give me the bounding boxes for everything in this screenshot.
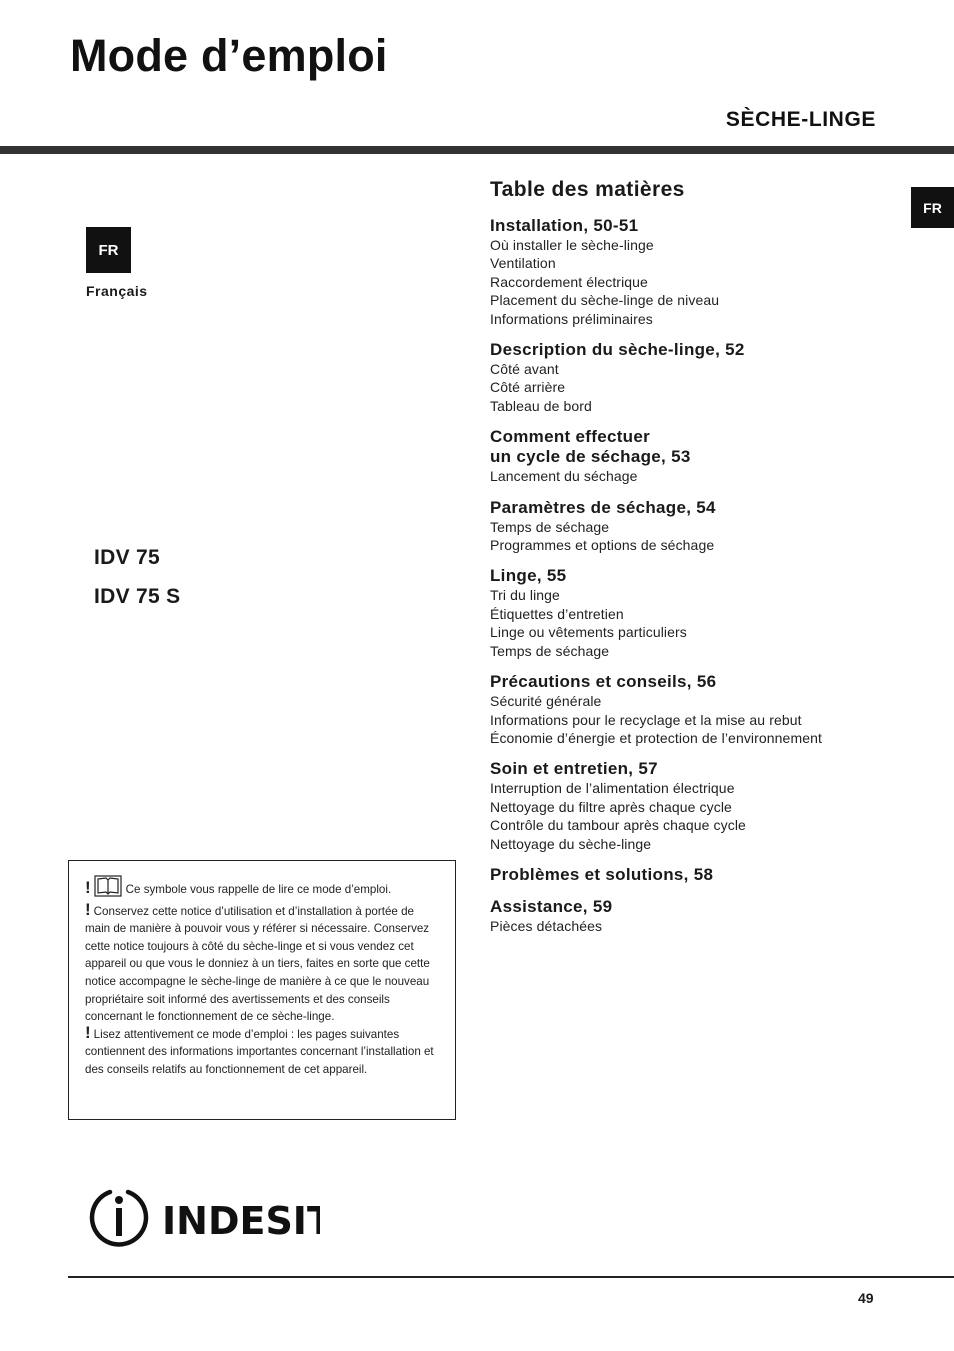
- toc-section: [490, 498, 910, 555]
- toc-section: [490, 427, 910, 485]
- table-of-contents: [490, 178, 910, 947]
- page-title: Mode d’emploi: [70, 30, 388, 81]
- warning-exclamation-icon: !: [85, 878, 91, 897]
- indesit-logo: [88, 1186, 320, 1250]
- notice-text-2: Conservez cette notice d’utilisation et d’installation à portée de main de manière à pouvoir vous y référer si nécessaire. Conservez cette notice toujours à côté du sèche-linge et si vous vendez cet appareil ou que vous le donniez à un tiers, faites en sorte que cette notice accompagne le sèche-linge de manière à ce que le nouveau propriétaire soit informé des avertissements et des conseils concernant le fonctionnement de ce sèche-linge.: [85, 904, 430, 1024]
- toc-sections: [490, 216, 910, 935]
- toc-section-heading: Assistance, 59: [490, 896, 613, 916]
- toc-item: Informations préliminaires: [490, 310, 653, 327]
- toc-item: Pièces détachées: [490, 917, 603, 934]
- notice-text-1: Ce symbole vous rappelle de lire ce mode d’emploi.: [125, 883, 392, 896]
- toc-item: Où installer le sèche-linge: [490, 237, 654, 253]
- notice-paragraph-3: [85, 1022, 439, 1079]
- notice-box: [68, 860, 456, 1120]
- toc-section-heading: Linge, 55: [490, 566, 567, 586]
- toc-section: [490, 897, 910, 935]
- toc-item: Linge ou vêtements particuliers: [490, 624, 687, 641]
- toc-section-heading: Installation, 50-51: [490, 216, 639, 235]
- open-book-icon: [94, 875, 122, 903]
- toc-title: Table des matières: [490, 178, 685, 201]
- toc-item: Côté avant: [490, 361, 559, 378]
- toc-section: [490, 216, 910, 328]
- toc-section-heading: Problèmes et solutions, 58: [490, 864, 714, 884]
- toc-item: Étiquettes d’entretien: [490, 605, 624, 622]
- toc-section-heading: Comment effectuer un cycle de séchage, 53: [490, 427, 691, 467]
- toc-item: Nettoyage du filtre après chaque cycle: [490, 798, 732, 815]
- toc-section: [490, 865, 910, 885]
- toc-section-heading: Précautions et conseils, 56: [490, 672, 717, 692]
- toc-item: Temps de séchage: [490, 642, 610, 659]
- warning-exclamation-icon: !: [85, 899, 91, 919]
- toc-item: Tri du linge: [490, 587, 560, 604]
- toc-item: Informations pour le recyclage et la mise au rebut: [490, 711, 802, 728]
- warning-exclamation-icon: !: [85, 1022, 91, 1042]
- toc-section: [490, 759, 910, 853]
- toc-item: Programmes et options de séchage: [490, 537, 715, 554]
- toc-section: [490, 672, 910, 747]
- logo-text: INDESIT: [162, 1199, 320, 1243]
- toc-item: Temps de séchage: [490, 518, 610, 535]
- model-name-1: IDV 75: [94, 546, 160, 569]
- notice-text-3: Lisez attentivement ce mode d’emploi : les pages suivantes contiennent des informations importantes concernant l’installation et des conseils relatifs au fonctionnement de cet appareil.: [85, 1027, 434, 1076]
- toc-item: Tableau de bord: [490, 397, 592, 414]
- indesit-i-logo-icon: [88, 1186, 320, 1250]
- toc-section-heading: Paramètres de séchage, 54: [490, 497, 716, 517]
- toc-section-heading: Soin et entretien, 57: [490, 759, 658, 779]
- toc-item: Lancement du séchage: [490, 468, 638, 485]
- toc-section: [490, 340, 910, 415]
- footer-rule: [68, 1276, 954, 1278]
- toc-item: Interruption de l’alimentation électrique: [490, 780, 735, 797]
- toc-item: Nettoyage du sèche-linge: [490, 835, 652, 852]
- toc-item: Placement du sèche-linge de niveau: [490, 292, 720, 309]
- toc-section: [490, 566, 910, 660]
- toc-item: Raccordement électrique: [490, 273, 648, 290]
- language-side-tab: FR: [911, 187, 954, 228]
- notice-paragraph-2: [85, 899, 439, 1026]
- language-name: Français: [86, 283, 148, 299]
- toc-item: Sécurité générale: [490, 693, 602, 710]
- toc-item: Contrôle du tambour après chaque cycle: [490, 817, 746, 834]
- toc-item: Côté arrière: [490, 379, 566, 396]
- product-category: SÈCHE-LINGE: [725, 108, 876, 131]
- language-badge: FR: [86, 227, 131, 273]
- notice-paragraph-1: [85, 875, 439, 903]
- header-rule: [0, 146, 954, 154]
- toc-item: Ventilation: [490, 255, 556, 272]
- model-name-2: IDV 75 S: [94, 585, 181, 608]
- page-number: 49: [858, 1290, 874, 1306]
- toc-item: Économie d’énergie et protection de l’environnement: [490, 729, 822, 746]
- toc-section-heading: Description du sèche-linge, 52: [490, 340, 745, 360]
